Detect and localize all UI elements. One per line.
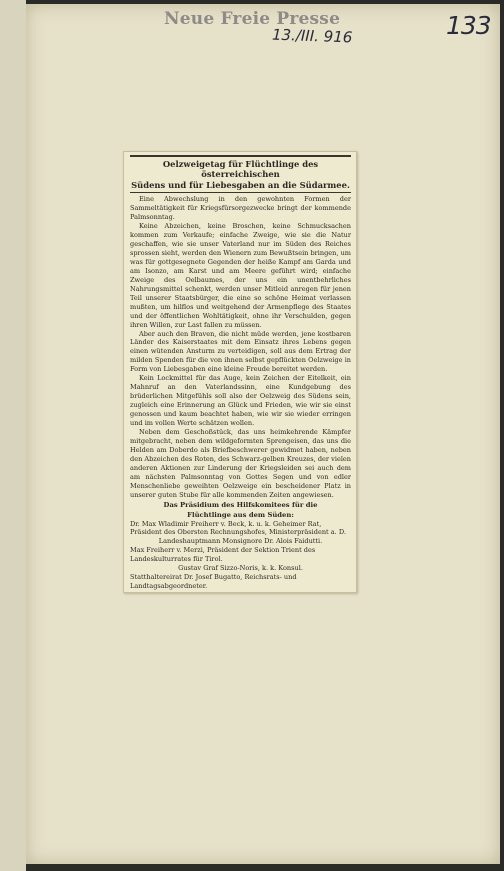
article-title-line-2: Südens und für Liebesgaben an die Südarmee. [131,179,350,190]
signature-heading-2: Flüchtlinge aus dem Süden: [187,510,294,519]
signatory-line: Dr. Max Wladimir Freiherr v. Beck, k. u. k. Geheimer Rat, Präsident des Obersten Rechnungshofes, Ministerpräsident a. D. [130,519,346,537]
article-paragraph: Keine Abzeichen, keine Broschen, keine Schmucksachen kommen zum Verkaufe; einfache Zweige, wie sie die Natur geschaffen, wie sie unser Vaterland nur im Süden des Reiches sprossen sieht, werden den Wienern zum Bewußtsein bringen, um was für gottgesegnete Gegenden der heiße Kampf am Garda und am Isonzo, am Karst und am Meere geführt wird; einfache Zweige des Oelbaumes, der uns ein unentbehrliches Nahrungsmittel schenkt, werden unser Mitleid anregen für jenen Teil unserer Staatsbürger, die eine so schöne Heimat verlassen mußten, um hilflos und weitgehend der Armenpflege des Staates und der öffentlichen Wohltätigkeit, ohne ihr Verschulden, gegen ihren Willen, zur Last fallen zu müssen. [130,222,351,329]
handwritten-date: 13./III. 916 [271,25,353,47]
signatory-line: Statthaltereirat Dr. Josef Bugatto, Reichsrats- und Landtagsabgeordneter. [130,573,297,591]
article-title-line-1: Oelzweigetag für Flüchtlinge des österreichischen [162,159,319,180]
signatory-line: Max Freiherr v. Merzi, Präsident der Sektion Trient des Landeskulturrates für Tirol. [130,546,316,564]
handwritten-page-number: 133 [446,11,491,40]
article-paragraph: Eine Abwechslung in den gewohnten Formen der Sammeltätigkeit für Kriegsfürsorgezwecke bringt der kommende Palmsonntag. [130,195,351,222]
newspaper-stamp: Neue Freie Presse [164,9,341,29]
article-paragraph: Neben dem Geschoßstück, das uns heimkehrende Kämpfer mitgebracht, neben dem wildgeformten Sprengeisen, das uns die Helden am Doberdo als Briefbeschwerer gewidmet haben, neben den Abzeichen des Roten, des Schwarz-gelben Kreuzes, der vielen anderen Aktionen zur Linderung der Kriegsleiden sei auch dem am nächsten Palmsonntag von Gottes Segen und von edler Menschenliebe geweihten Oelzweige ein bescheidener Platz in unserer guten Stube für alle kommenden Zeiten angewiesen. [130,428,351,499]
article-paragraph: Kein Lockmittel für das Auge, kein Zeichen der Eitelkeit, ein Mahnruf an den Vaterlandssinn, eine Kundgebung des brüderlichen Mitgefühls soll also der Oelzweig des Südens sein, zugleich eine Erinnerung an Glück und Frieden, wie wir sie einst genossen und kaum beachtet haben, wie wir sie wieder erringen und im vollen Werte schätzen wollen. [130,374,351,428]
article-paragraph: Aber auch den Braven, die nicht müde werden, jene kostbaren Länder des Kaiserstaates mit dem Einsatz ihres Lebens gegen einen wütenden Ansturm zu verteidigen, soll aus dem Ertrag der milden Spenden für die von ihnen selbst gepflückten Oelzweige in Form von Liebesgaben eine kleine Freude bereitet werden. [130,329,351,374]
signatory-line: Gustav Graf Sizzo-Noris, k. k. Konsul. [178,564,303,573]
title-rule [130,192,351,193]
newspaper-clipping [123,151,357,593]
signature-heading-1: Das Präsidium des Hilfskomitees für die [163,500,318,509]
signatory-line: Landeshauptmann Monsignore Dr. Alois Faidutti. [158,537,323,546]
scan-edge [0,0,26,871]
article-title [130,155,351,190]
